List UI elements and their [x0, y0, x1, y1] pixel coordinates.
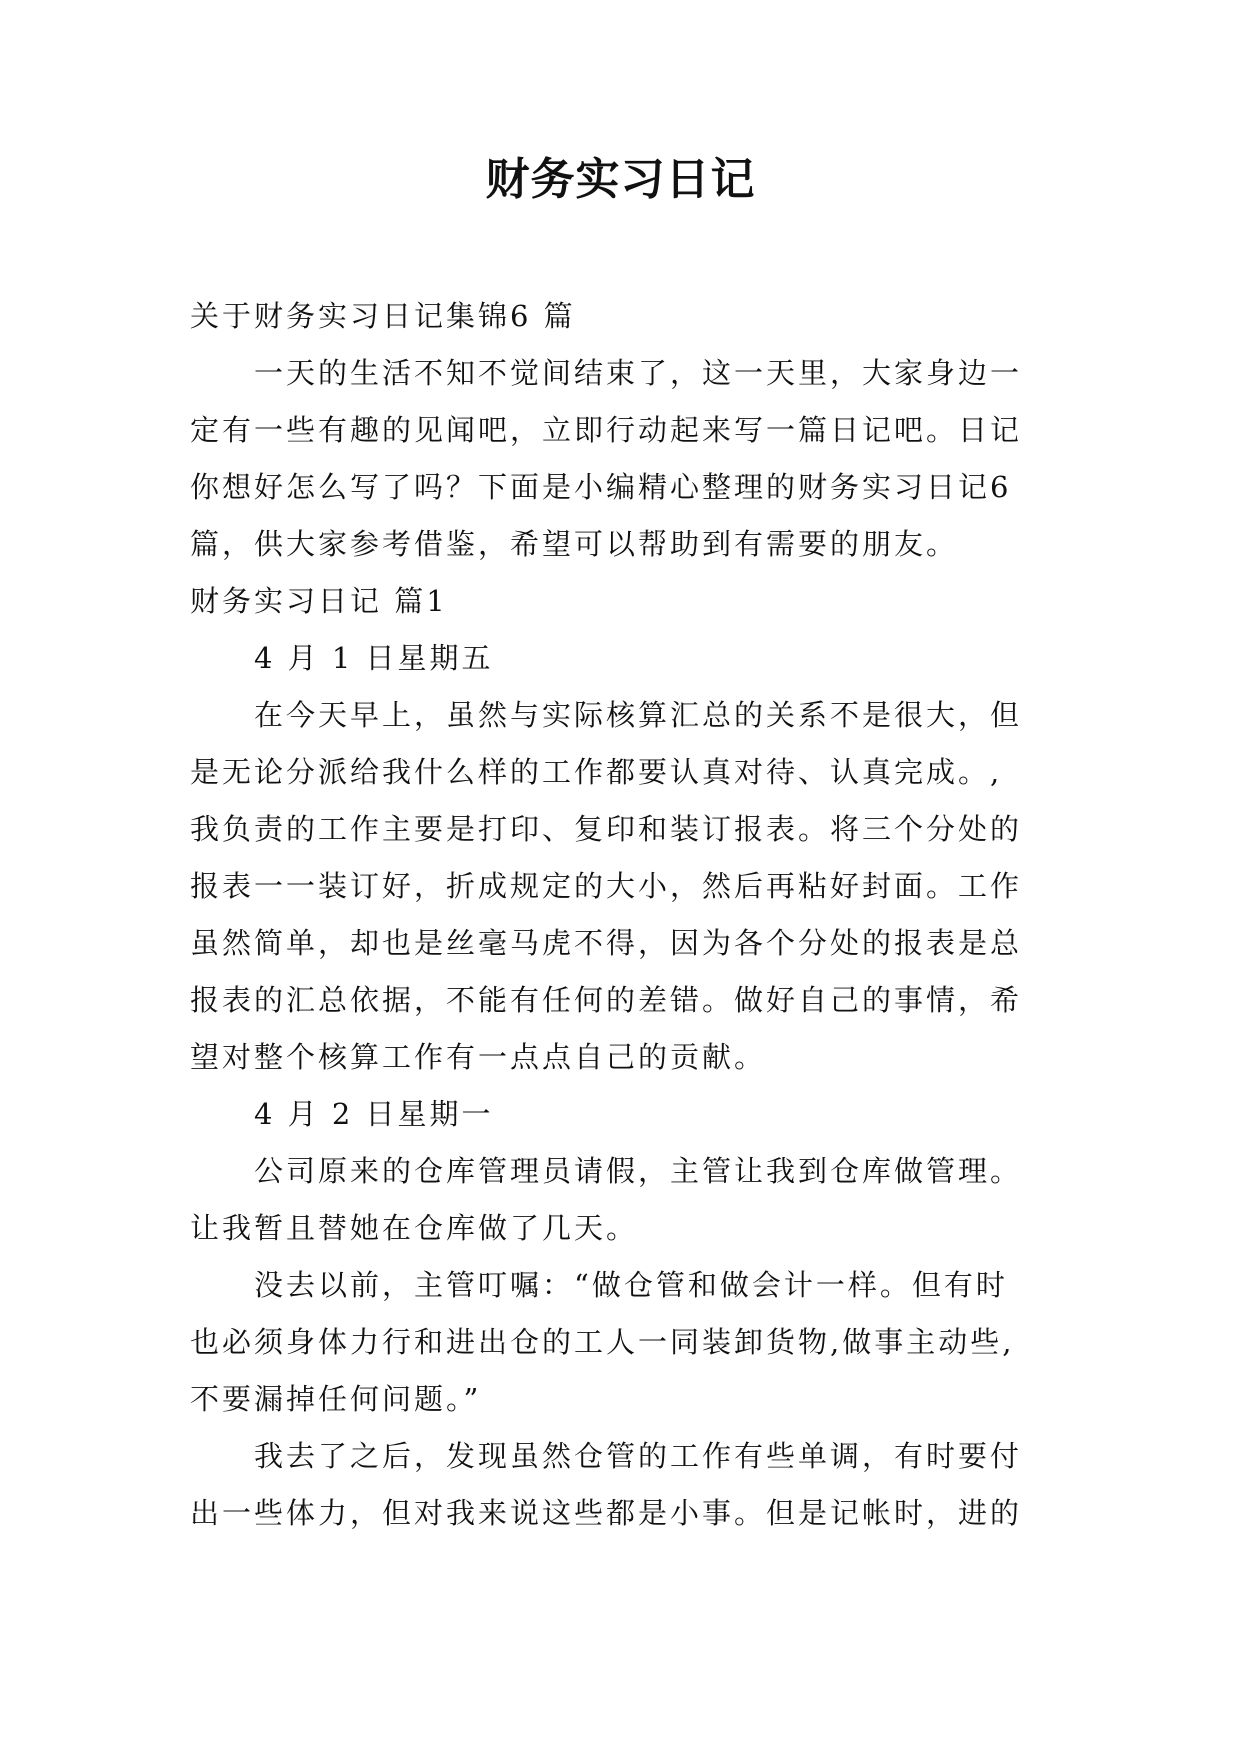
text-line: 报表一一装订好，折成规定的大小，然后再粘好封面。工作 [190, 869, 1023, 903]
text-line: 报表的汇总依据，不能有任何的差错。做好自己的事情，希 [190, 983, 1023, 1017]
text-line: 4 月 2 日星期一 [254, 1097, 494, 1131]
text-line: 我负责的工作主要是打印、复印和装订报表。将三个分处的 [190, 812, 1023, 846]
text-line: 我去了之后，发现虽然仓管的工作有些单调，有时要付 [254, 1439, 1023, 1473]
text-line: 也必须身体力行和进出仓的工人一同装卸货物,做事主动些, [190, 1325, 1015, 1359]
text-line: 是无论分派给我什么样的工作都要认真对待、认真完成。, [190, 755, 1003, 789]
text-line: 让我暂且替她在仓库做了几天。 [190, 1211, 639, 1245]
text-line: 定有一些有趣的见闻吧，立即行动起来写一篇日记吧。日记 [190, 413, 1023, 447]
text-line: 4 月 1 日星期五 [254, 641, 494, 675]
text-line: 篇，供大家参考借鉴，希望可以帮助到有需要的朋友。 [190, 527, 959, 561]
text-line: 出一些体力，但对我来说这些都是小事。但是记帐时，进的 [190, 1496, 1023, 1530]
text-line: 财务实习日记 篇1 [190, 584, 448, 618]
text-line: 没去以前，主管叮嘱：“做仓管和做会计一样。但有时 [254, 1268, 1008, 1302]
text-line: 你想好怎么写了吗？下面是小编精心整理的财务实习日记6 [190, 470, 1012, 504]
document-body [190, 288, 1060, 1542]
text-line: 望对整个核算工作有一点点自己的贡献。 [190, 1040, 767, 1074]
text-line: 公司原来的仓库管理员请假，主管让我到仓库做管理。 [254, 1154, 1023, 1188]
text-line: 关于财务实习日记集锦6 篇 [190, 299, 576, 333]
text-line: 一天的生活不知不觉间结束了，这一天里，大家身边一 [254, 356, 1023, 390]
text-line: 虽然简单，却也是丝毫马虎不得，因为各个分处的报表是总 [190, 926, 1023, 960]
document-title: 财务实习日记 [485, 154, 756, 205]
text-line: 在今天早上，虽然与实际核算汇总的关系不是很大，但 [254, 698, 1023, 732]
text-line: 不要漏掉任何问题。” [190, 1382, 482, 1416]
